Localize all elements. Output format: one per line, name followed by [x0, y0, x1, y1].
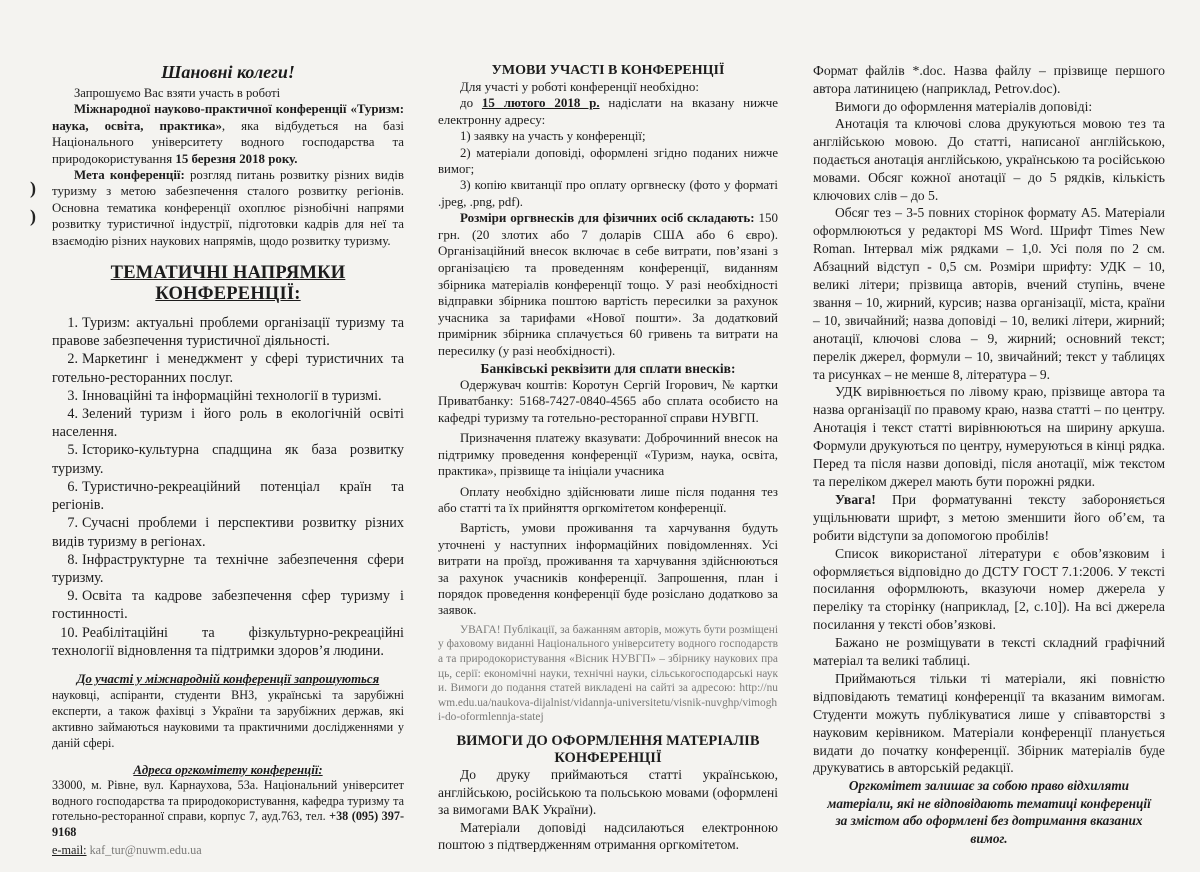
address-title: Адреса оргкомітету конференції: [133, 762, 323, 777]
direction-text: Інфраструктурне та технічне забезпечення сфери туризму. [52, 551, 404, 586]
direction-number: 10. [60, 624, 78, 641]
requirements-text-2: Матеріали доповіді надсилаються електронною поштою з підтвердженням отримання оргкомітетом. [438, 819, 778, 853]
conference-theme: «Туризм: наука, освіта, практика» [52, 102, 404, 133]
participation-intro: Для участі у роботі конференції необхідно: [460, 79, 700, 94]
warning-label: Увага! [835, 491, 876, 507]
direction-text: Сучасні проблеми і перспективи розвитку різних видів туризму в регіонах. [52, 515, 404, 550]
direction-text: Туристично-рекреаційний потенціал країн та регіонів. [52, 478, 404, 514]
requirement-item: 1) заявку на участь у конференції; [460, 129, 646, 144]
column-left [52, 62, 404, 859]
fee-text: 150 грн. (20 злотих або 7 доларів США або 6 євро). Організаційний внесок включає в себе витрати, пов’язані з організацією та проведенням конференції, виданням збірника матеріалів конференції тощо. У разі необхідності відправки збірника поштою вартість пересилки за рахунок учасника за тарифами «Нової пошти». За додатковий примірник збірника сплачується 60 гривень та витрати на пересилку (у разі необхідності). [438, 210, 779, 358]
scan-mark: ) [30, 206, 36, 226]
direction-number: 9. [67, 588, 78, 605]
direction-item [52, 478, 404, 514]
deadline-suffix: надіслати на вказану нижче електронну адресу: [438, 95, 778, 127]
file-format-text: Формат файлів *.doc. Назва файлу – прізвище першого автора латиницею (наприклад, Petrov.doc). [813, 63, 1165, 96]
cost-note: Вартість, умови проживання та харчування будуть уточнені у наступних інформаційних повідомленнях. Усі витрати на проїзд, проживання та харчування здійснюються за рахунок учасників конференції. Запрошення, план і порядок проведення конференції буде розіслано додатково за заявок. [438, 521, 778, 618]
direction-text: Зелений туризм і його роль в екологічній освіті населення. [52, 406, 404, 441]
direction-item [52, 387, 404, 405]
direction-item [52, 405, 404, 441]
conference-name: Міжнародної науково-практичної конференції [74, 102, 347, 117]
references-text: Список використаної літератури є обов’язковим і оформляється відповідно до ДСТУ ГОСТ 7.1:2006. У тексті посилання оформлюють, вказуючи номер джерела у переліку та сторінку (наприклад, [2, с.10]). На всі джерела посилання у тексті обов’язкові. [813, 545, 1165, 633]
graphics-note: Бажано не розміщувати в тексті складний графічний матеріал та великі таблиці. [813, 635, 1165, 669]
goal-text: розгляд питань розвитку різних видів туризму з метою забезпечення сталого розвитку регіонів. Основна тематика конференції охоплює різнобічні напрями розвитку туристичної індустрії, підготовки кадрів для неї та взаємодію різних наукових напрямів, щодо розвитку туризму. [52, 168, 404, 248]
goal-label: Мета конференції: [74, 168, 185, 183]
email-line [52, 842, 404, 858]
direction-number: 5. [67, 442, 78, 459]
directions-list [52, 314, 404, 660]
direction-item [52, 587, 404, 623]
attention-text: УВАГА! Публікації, за бажанням авторів, можуть бути розміщені у фаховому виданні Національного університету водного господарства та природокористування «Вісник НУВГП» – збірнику наукових праць, серії: економічні науки, технічні науки, сільськогосподарські науки. Вимоги до подання статей викладені на сайті за адресою: http://nuwm.edu.ua/naukova-dijalnist/vidannja-universitetu/visnik-nuvghp/vimoghi-do-oformlennja-statej [438, 623, 778, 724]
fee-paragraph [438, 210, 778, 359]
conference-date: 15 березня 2018 року. [175, 151, 298, 166]
direction-number: 4. [67, 406, 78, 423]
directions-title: ТЕМАТИЧНІ НАПРЯМКИ КОНФЕРЕНЦІЇ: [110, 263, 346, 305]
final-note: Оргкомітет залишає за собою право відхиляти матеріали, які не відповідають тематиці конференції за змістом або оформлені без дотримання вказаних вимог. [827, 778, 1151, 846]
invite-text: Запрошуємо Вас взяти участь в роботі [74, 86, 281, 100]
goal-paragraph [52, 167, 404, 249]
design-req-title: Вимоги до оформлення матеріалів доповіді: [835, 98, 1093, 114]
payment-note: Оплату необхідно здійснювати лише після подання тез або статті та їх прийняття оргкомітетом конференції. [438, 484, 778, 515]
alignment-text: УДК вирівнюється по лівому краю, прізвище автора та назва організації по правому краю, назва статті – по центру. Анотація і текст статті вирівнюються на ширину аркуша. Формули друкуються по центру, нумеруються в кінці рядка. Перед та після назви доповіді, після анотації, між текстом та переліком джерел мають бути порожні рядки. [813, 384, 1165, 489]
deadline-paragraph [438, 95, 778, 128]
greeting-title: Шановні колеги! [161, 62, 295, 82]
direction-item [52, 350, 404, 386]
direction-text: Реабілітаційні та фізкультурно-рекреаційні технології відновлення та підтримки здоров’я людини. [52, 624, 404, 659]
requirement-item: 2) матеріали доповіді, оформлені згідно поданих нижче вимог; [438, 145, 778, 177]
direction-item [52, 551, 404, 587]
volume-text: Обсяг тез – 3-5 повних сторінок формату А5. Матеріали оформлюються у редакторі MS Word. Шрифт Times New Roman. Інтервал між рядками – 1,0. Усі поля по 2 см. Абзацний відступ - 0,5 см. Розміри шрифту: УДК – 10, великі літери; прізвища авторів, вчений ступінь, вчене звання – 10, жирний, курсив; назва організації, міста, країни – 10, звичайний; назва доповіді – 10, великі літери, жирний; анотації, ключові слова – 9, жирний; основний текст; перелік джерел, формули – 10, звичайний; текст у таблицях та рисунках – не менше 8, література – 9. [813, 205, 1165, 382]
direction-number: 6. [67, 478, 78, 495]
deadline-date: 15 лютого 2018 р. [481, 95, 600, 111]
direction-text: Туризм: актуальні проблеми організації туризму та правове забезпечення туристичної діяльності. [52, 315, 404, 350]
requirements-title: ВИМОГИ ДО ОФОРМЛЕННЯ МАТЕРІАЛІВ КОНФЕРЕНЦІЇ [456, 733, 760, 766]
conference-details: , яка відбудеться на базі Національного університету водного господарства та природокористування [52, 118, 404, 166]
phone-number: +38 (095) 397-9168 [52, 809, 405, 839]
direction-text: Освіта та кадрове забезпечення сфер туризму і гостинності. [52, 588, 404, 623]
purpose-text: Призначення платежу вказувати: Доброчинний внесок на підтримку проведення конференції «Туризм, наука, освіта, практика», прізвище та ініціали учасника [438, 431, 778, 479]
participants-title: До участі у міжнародній конференції запрошуються [76, 671, 380, 686]
direction-text: Історико-культурна спадщина як база розвитку туризму. [52, 442, 404, 477]
direction-item [52, 441, 404, 477]
direction-item [52, 314, 404, 350]
direction-number: 1. [67, 315, 78, 332]
direction-item [52, 514, 404, 550]
direction-number: 8. [67, 551, 78, 568]
warning-paragraph [813, 491, 1165, 545]
direction-number: 7. [67, 515, 78, 532]
email-address[interactable]: kaf_tur@nuwm.edu.ua [86, 843, 202, 858]
requirements-text-1: До друку приймаються статті українською, англійською, російською та польською мовами (оформлені за вимогами ВАК України). [438, 767, 778, 818]
requirements-list [438, 128, 778, 210]
conference-paragraph [52, 101, 404, 167]
fee-title: Розміри оргвнесків для фізичних осіб складають: [460, 210, 755, 226]
acceptance-text: Приймаються тільки ті матеріали, які повністю відповідають тематиці конференції та вказаним вимогам. Студенти можуть публікуватися лише у співавторстві з науковим керівником. Матеріали конференції планується видати до початку конференції. Збірник матеріалів буде друкуватись в авторській редакції. [813, 670, 1165, 776]
bank-title: Банківські реквізити для сплати внесків: [480, 360, 736, 376]
address-paragraph [52, 778, 404, 840]
bank-text: Одержувач коштів: Коротун Сергій Ігорович, № картки Приватбанку: 5168-7427-0840-4565 або сплата особисто на кафедрі туризму та готельно-ресторанної справи НУВГП. [438, 376, 778, 425]
scan-mark: ) [30, 178, 36, 198]
annotation-text: Анотація та ключові слова друкуються мовою тез та англійською мовою. До статті, написаної англійською, подається анотація англійською, українською та російською мовами. Обсяг кожної анотації – до 5 рядків, кількість ключових слів – до 5. [813, 116, 1165, 203]
direction-number: 2. [67, 351, 78, 368]
address-text: 33000, м. Рівне, вул. Карнаухова, 53а. Національний університет водного господарства та природокористування, кафедра туризму та готельно-ресторанної справи, корпус 7, ауд.763, тел. [52, 777, 404, 824]
participants-text: науковці, аспіранти, студенти ВНЗ, українські та зарубіжні експерти, а також фахівці з України та зарубіжних держав, які активно займаються науковими та практичними дослідженнями у даній сфері. [52, 687, 404, 750]
email-label: e-mail: [52, 843, 87, 858]
direction-text: Маркетинг і менеджмент у сфері туристичних та готельно-ресторанних послуг. [52, 351, 404, 386]
column-middle [438, 62, 778, 854]
direction-text: Інноваційні та інформаційні технології в туризмі. [82, 387, 382, 404]
deadline-prefix: до [460, 95, 482, 111]
column-right [813, 62, 1165, 847]
direction-number: 3. [67, 387, 78, 404]
warning-text: При форматуванні тексту забороняється ущільнювати шрифт, з метою зменшити його об’єм, та робити відступи за допомогою пробілів! [813, 491, 1165, 543]
direction-item [52, 624, 404, 660]
requirement-item: 3) копію квитанції про оплату оргвнеску (фото у форматі .jpeg, .png, pdf). [438, 178, 778, 209]
participation-title: УМОВИ УЧАСТІ В КОНФЕРЕНЦІЇ [491, 63, 725, 78]
